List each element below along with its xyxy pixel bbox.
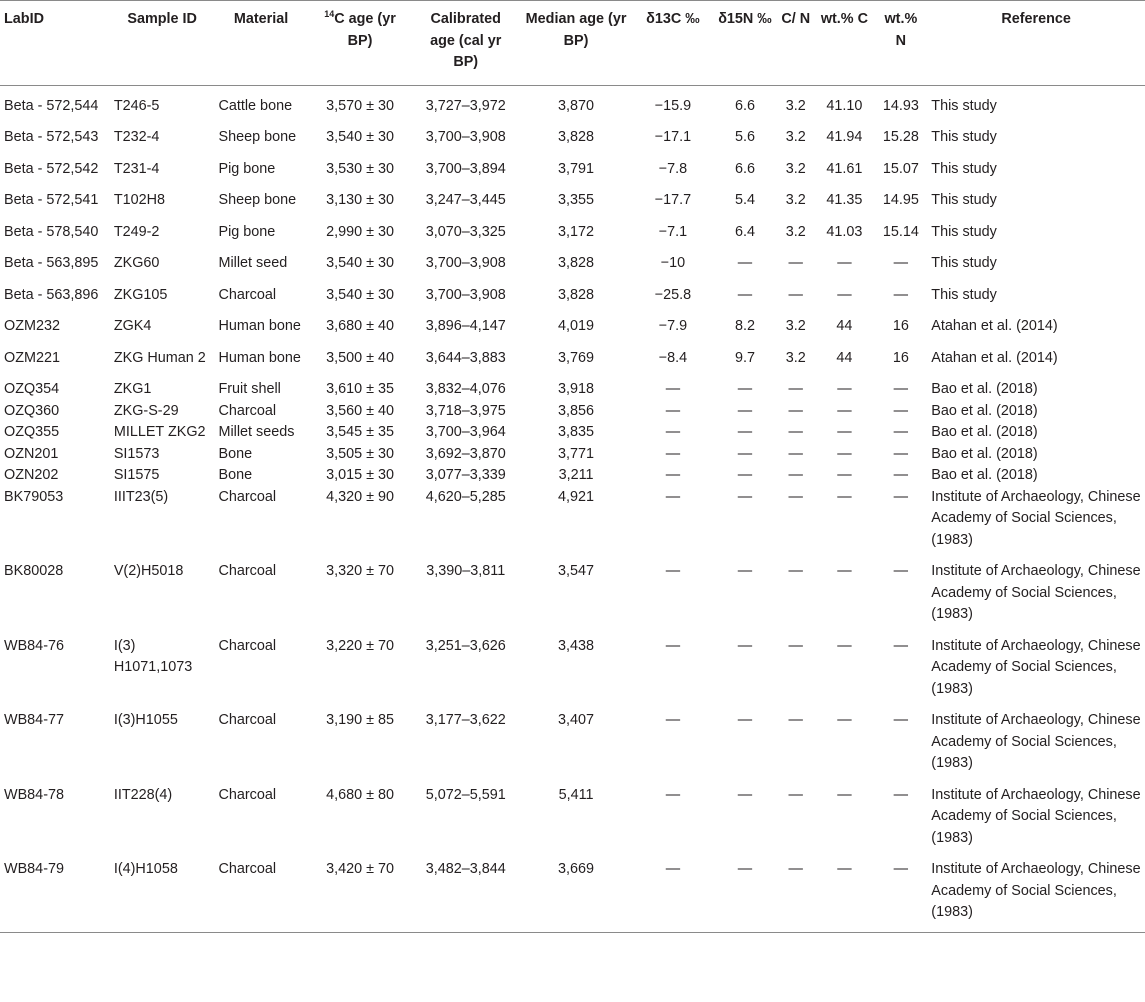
cell-material: Charcoal <box>218 563 277 579</box>
cell-sample-id: T231-4 <box>113 160 160 177</box>
cell-wt-n: — <box>893 488 909 505</box>
cell-c14-age: 3,540 ± 30 <box>326 129 394 145</box>
table-row <box>0 369 1145 401</box>
cell-median-age: 4,921 <box>558 488 595 505</box>
cell-labid: OZM221 <box>4 349 60 366</box>
header-row <box>0 1 1145 86</box>
cell-d15n: — <box>737 402 753 419</box>
cell-material: Pig bone <box>218 223 276 240</box>
cell-reference: This study <box>931 97 997 114</box>
cell-median-age: 3,211 <box>558 467 594 483</box>
cell-cn: 3.2 <box>785 349 806 366</box>
cell-c14-age: 3,540 ± 30 <box>326 286 394 303</box>
cell-c14-age: 4,680 ± 80 <box>326 786 394 803</box>
cell-wt-c: — <box>837 712 852 728</box>
cell-d15n: 6.6 <box>734 160 755 177</box>
cell-wt-c: — <box>814 849 874 932</box>
cell-wt-n: — <box>893 637 909 654</box>
cell-wt-n: 16 <box>892 349 909 366</box>
cell-median-age: 3,547 <box>558 563 595 579</box>
cell-labid: OZQ355 <box>4 424 60 440</box>
table-row <box>0 149 1145 181</box>
cell-calibrated-age: 3,718–3,975 <box>425 402 506 419</box>
cell-d15n: — <box>737 381 753 397</box>
cell-d13c: — <box>665 786 681 803</box>
cell-d15n: — <box>737 286 753 303</box>
cell-median-age: 3,669 <box>519 849 633 932</box>
cell-cn: — <box>788 563 803 579</box>
cell-wt-n: — <box>893 381 909 397</box>
table-row <box>0 626 1145 701</box>
cell-cn: — <box>788 286 803 303</box>
cell-d15n: — <box>737 424 753 440</box>
cell-calibrated-age: 3,832–4,076 <box>425 381 506 397</box>
cell-sample-id: I(4)H1058 <box>110 849 215 932</box>
cell-median-age: 3,407 <box>558 712 595 728</box>
table-row <box>0 180 1145 212</box>
cell-reference: Bao et al. (2018) <box>931 424 1038 440</box>
cell-median-age: 3,771 <box>558 445 595 462</box>
cell-wt-c: — <box>837 286 852 303</box>
cell-material: Sheep bone <box>218 129 297 145</box>
cell-sample-id: I(3)H1055 <box>113 712 178 728</box>
cell-calibrated-age: 3,482–3,844 <box>412 849 519 932</box>
col-header-d13c: δ13C ‰ <box>633 1 713 86</box>
cell-wt-c: 41.94 <box>826 129 863 145</box>
cell-wt-n: — <box>893 445 909 462</box>
cell-d15n: 5.4 <box>734 192 755 208</box>
cell-cn: 3.2 <box>785 318 806 334</box>
cell-sample-id: MILLET ZKG2 <box>113 424 206 440</box>
c14-age-label: C age (yr BP) <box>334 11 396 49</box>
cell-wt-n: — <box>893 712 909 728</box>
cell-wt-n: — <box>874 849 927 932</box>
cell-d15n: — <box>737 637 753 654</box>
cell-labid: WB84-76 <box>4 637 64 654</box>
table-row <box>0 338 1145 370</box>
table-row <box>0 775 1145 850</box>
cell-material: Charcoal <box>218 286 277 303</box>
cell-d13c: −17.1 <box>654 129 692 145</box>
cell-calibrated-age: 3,251–3,626 <box>425 637 506 654</box>
cell-material: Cattle bone <box>218 97 293 114</box>
cell-reference: Institute of Archaeology, Chinese Academy of Social Sciences, (1983) <box>931 712 1141 771</box>
cell-c14-age: 3,610 ± 35 <box>326 381 394 397</box>
col-header-reference: Reference <box>927 1 1145 86</box>
cell-median-age: 3,769 <box>558 349 595 366</box>
table-row <box>0 849 1145 932</box>
table-row <box>0 306 1145 338</box>
cell-c14-age: 2,990 ± 30 <box>326 223 394 240</box>
cell-calibrated-age: 3,390–3,811 <box>426 563 506 579</box>
cell-d13c: −10 <box>660 255 686 271</box>
cell-cn: — <box>788 445 803 462</box>
col-header-sample-id: Sample ID <box>110 1 215 86</box>
cell-d15n: 6.6 <box>734 97 755 114</box>
cell-d13c: −8.4 <box>658 349 688 366</box>
col-header-labid: LabID <box>0 1 110 86</box>
cell-wt-c: — <box>837 563 852 579</box>
cell-wt-c: 41.03 <box>826 223 863 240</box>
cell-labid: Beta - 572,543 <box>4 129 99 145</box>
cell-cn: 3.2 <box>785 97 806 114</box>
cell-median-age: 3,870 <box>558 97 595 114</box>
cell-wt-n: — <box>893 286 909 303</box>
col-header-wt-c: wt.% C <box>814 1 874 86</box>
cell-labid: Beta - 572,542 <box>4 160 99 177</box>
table-row <box>0 422 1145 444</box>
cell-calibrated-age: 4,620–5,285 <box>425 488 506 505</box>
cell-sample-id: ZKG-S-29 <box>113 402 179 419</box>
cell-d13c: — <box>665 467 681 483</box>
table-row <box>0 551 1145 626</box>
cell-labid: OZM232 <box>4 318 60 334</box>
cell-calibrated-age: 3,896–4,147 <box>425 318 506 334</box>
cell-wt-n: — <box>893 467 909 483</box>
table-row <box>0 212 1145 244</box>
cell-median-age: 3,835 <box>558 424 595 440</box>
cell-cn: — <box>788 381 803 397</box>
cell-d15n: 5.6 <box>734 129 755 145</box>
cell-reference: Bao et al. (2018) <box>931 402 1038 419</box>
cell-calibrated-age: 3,070–3,325 <box>425 223 506 240</box>
cell-labid: BK80028 <box>4 563 64 579</box>
cell-reference: This study <box>931 223 997 240</box>
cell-wt-c: — <box>837 786 852 803</box>
cell-cn: — <box>788 255 803 271</box>
cell-reference: This study <box>931 255 997 271</box>
cell-d13c: — <box>633 849 713 932</box>
cell-reference: Institute of Archaeology, Chinese Academy of Social Sciences, (1983) <box>927 849 1145 932</box>
cell-wt-n: 15.28 <box>882 129 919 145</box>
cell-reference: Institute of Archaeology, Chinese Academy of Social Sciences, (1983) <box>931 488 1141 548</box>
cell-wt-n: 15.14 <box>882 223 919 240</box>
cell-wt-c: 41.61 <box>826 160 863 177</box>
cell-labid: WB84-79 <box>0 849 110 932</box>
cell-d13c: — <box>665 637 681 654</box>
cell-reference: Institute of Archaeology, Chinese Academy of Social Sciences, (1983) <box>931 563 1141 622</box>
cell-labid: OZQ354 <box>4 381 60 397</box>
cell-calibrated-age: 3,077–3,339 <box>425 467 506 483</box>
cell-material: Bone <box>218 445 253 462</box>
table-row <box>0 444 1145 466</box>
cell-calibrated-age: 3,700–3,908 <box>425 255 506 271</box>
cell-c14-age: 3,420 ± 70 <box>308 849 413 932</box>
cell-reference: Atahan et al. (2014) <box>931 349 1058 366</box>
cell-calibrated-age: 3,247–3,445 <box>425 192 506 208</box>
cell-median-age: 3,828 <box>558 129 595 145</box>
table-row <box>0 243 1145 275</box>
cell-sample-id: T246-5 <box>113 97 160 114</box>
cell-material: Bone <box>218 467 253 483</box>
cell-sample-id: ZKG1 <box>113 381 152 397</box>
cell-sample-id: SI1573 <box>113 445 160 462</box>
cell-labid: WB84-78 <box>4 786 64 803</box>
cell-wt-c: — <box>837 424 852 440</box>
cell-sample-id: T102H8 <box>113 192 166 208</box>
cell-cn: 3.2 <box>785 223 806 240</box>
table-row <box>0 275 1145 307</box>
cell-reference: Bao et al. (2018) <box>931 467 1038 483</box>
cell-wt-n: — <box>893 255 909 271</box>
cell-d13c: — <box>665 712 681 728</box>
cell-sample-id: IIT228(4) <box>113 786 173 803</box>
cell-material: Fruit shell <box>218 381 281 397</box>
cell-wt-c: — <box>837 255 852 271</box>
cell-c14-age: 3,220 ± 70 <box>326 637 394 654</box>
cell-material: Human bone <box>218 349 301 366</box>
cell-material: Human bone <box>218 318 301 334</box>
cell-reference: Atahan et al. (2014) <box>931 318 1058 334</box>
cell-calibrated-age: 3,727–3,972 <box>425 97 506 114</box>
cell-wt-c: — <box>837 381 852 397</box>
cell-median-age: 3,172 <box>558 223 595 240</box>
cell-c14-age: 3,130 ± 30 <box>326 192 394 208</box>
cell-d13c: −7.1 <box>658 223 688 240</box>
cell-c14-age: 3,190 ± 85 <box>326 712 394 728</box>
cell-median-age: 3,856 <box>558 402 595 419</box>
cell-cn: — <box>788 402 803 419</box>
cell-labid: Beta - 563,896 <box>4 286 99 303</box>
cell-wt-c: 44 <box>836 318 853 334</box>
cell-reference: Institute of Archaeology, Chinese Academy of Social Sciences, (1983) <box>931 786 1141 846</box>
c14-superscript: 14 <box>324 9 335 19</box>
cell-material: Charcoal <box>218 786 277 803</box>
cell-median-age: 4,019 <box>558 318 595 334</box>
cell-median-age: 3,828 <box>558 255 595 271</box>
col-header-c14-age <box>308 1 413 86</box>
cell-d15n: 8.2 <box>734 318 755 334</box>
cell-calibrated-age: 3,700–3,964 <box>425 424 506 440</box>
cell-labid: OZN202 <box>4 467 59 483</box>
cell-d15n: 9.7 <box>734 349 755 366</box>
cell-c14-age: 3,015 ± 30 <box>326 467 394 483</box>
cell-d13c: −25.8 <box>654 286 692 303</box>
col-header-median-age: Median age (yr BP) <box>519 1 633 86</box>
cell-c14-age: 3,680 ± 40 <box>326 318 394 334</box>
cell-calibrated-age: 3,177–3,622 <box>425 712 506 728</box>
cell-calibrated-age: 3,644–3,883 <box>425 349 506 366</box>
cell-wt-n: — <box>893 402 909 419</box>
col-header-calibrated-age: Calibrated age (cal yr BP) <box>412 1 519 86</box>
cell-cn: — <box>788 712 803 728</box>
cell-sample-id: ZKG60 <box>113 255 160 271</box>
cell-labid: Beta - 578,540 <box>4 223 99 240</box>
cell-d13c: −15.9 <box>654 97 692 114</box>
cell-d15n: — <box>737 445 753 462</box>
cell-d15n: — <box>737 786 753 803</box>
cell-sample-id: ZKG105 <box>113 286 168 303</box>
cell-labid: OZQ360 <box>4 402 60 419</box>
cell-material: Charcoal <box>214 849 307 932</box>
cell-d13c: — <box>665 424 681 440</box>
cell-sample-id: I(3) H1071,1073 <box>113 637 193 675</box>
cell-labid: Beta - 572,541 <box>4 192 99 208</box>
cell-wt-n: — <box>893 786 909 803</box>
cell-d13c: — <box>665 445 681 462</box>
cell-labid: Beta - 572,544 <box>4 97 99 114</box>
cell-median-age: 3,355 <box>558 192 595 208</box>
cell-reference: This study <box>931 129 997 145</box>
cell-c14-age: 3,540 ± 30 <box>326 255 394 271</box>
cell-labid: BK79053 <box>4 488 64 505</box>
cell-wt-c: — <box>837 488 852 505</box>
table-row <box>0 465 1145 487</box>
cell-median-age: 3,791 <box>558 160 595 177</box>
cell-c14-age: 3,500 ± 40 <box>326 349 394 366</box>
cell-reference: This study <box>931 192 997 208</box>
cell-cn: — <box>788 424 803 440</box>
cell-reference: Bao et al. (2018) <box>931 445 1038 462</box>
cell-wt-c: — <box>837 445 852 462</box>
cell-wt-c: 44 <box>836 349 853 366</box>
cell-wt-c: — <box>837 402 852 419</box>
cell-d15n: 6.4 <box>734 223 755 240</box>
cell-wt-c: — <box>837 467 852 483</box>
cell-d15n: — <box>737 488 753 505</box>
cell-c14-age: 3,505 ± 30 <box>326 445 394 462</box>
col-header-cn: C/ N <box>777 1 814 86</box>
cell-c14-age: 4,320 ± 90 <box>326 488 394 505</box>
cell-c14-age: 3,560 ± 40 <box>326 402 394 419</box>
cell-d13c: — <box>665 381 681 397</box>
cell-sample-id: ZGK4 <box>113 318 152 334</box>
cell-cn: — <box>788 786 803 803</box>
cell-labid: WB84-77 <box>4 712 64 728</box>
cell-sample-id: IIIT23(5) <box>113 488 169 505</box>
cell-labid: OZN201 <box>4 445 59 462</box>
cell-d15n: — <box>737 255 753 271</box>
cell-calibrated-age: 3,700–3,908 <box>425 286 506 303</box>
table-row <box>0 700 1145 775</box>
cell-material: Millet seeds <box>218 424 295 440</box>
cell-calibrated-age: 3,700–3,894 <box>425 160 506 177</box>
cell-d13c: — <box>665 402 681 419</box>
cell-reference: This study <box>931 160 997 177</box>
cell-material: Pig bone <box>218 160 276 177</box>
cell-reference: Bao et al. (2018) <box>931 381 1038 397</box>
cell-median-age: 3,918 <box>558 381 595 397</box>
cell-d15n: — <box>713 849 777 932</box>
cell-cn: 3.2 <box>785 192 806 208</box>
table-body <box>0 85 1145 932</box>
cell-d15n: — <box>737 712 753 728</box>
cell-median-age: 3,828 <box>558 286 595 303</box>
cell-sample-id: SI1575 <box>113 467 160 483</box>
col-header-d15n: δ15N ‰ <box>713 1 777 86</box>
cell-d13c: −7.9 <box>658 318 688 334</box>
cell-wt-c: 41.35 <box>826 192 863 208</box>
cell-wt-n: 16 <box>892 318 909 334</box>
table-row <box>0 117 1145 149</box>
table-row <box>0 487 1145 552</box>
cell-c14-age: 3,320 ± 70 <box>326 563 394 579</box>
cell-material: Charcoal <box>218 402 277 419</box>
cell-d13c: −17.7 <box>654 192 692 208</box>
cell-sample-id: T232-4 <box>113 129 160 145</box>
col-header-wt-n: wt.% N <box>874 1 927 86</box>
cell-cn: — <box>788 488 803 505</box>
cell-wt-n: — <box>893 424 909 440</box>
cell-cn: — <box>777 849 814 932</box>
cell-reference: Institute of Archaeology, Chinese Academy of Social Sciences, (1983) <box>931 637 1141 697</box>
cell-cn: — <box>788 637 803 654</box>
cell-cn: — <box>788 467 803 483</box>
table-row <box>0 85 1145 117</box>
cell-labid: Beta - 563,895 <box>4 255 99 271</box>
cell-c14-age: 3,570 ± 30 <box>326 97 394 114</box>
cell-sample-id: T249-2 <box>113 223 160 240</box>
cell-calibrated-age: 5,072–5,591 <box>425 786 506 803</box>
cell-d13c: — <box>665 563 681 579</box>
cell-median-age: 5,411 <box>558 786 594 803</box>
cell-c14-age: 3,545 ± 35 <box>326 424 394 440</box>
cell-material: Charcoal <box>218 712 277 728</box>
cell-c14-age: 3,530 ± 30 <box>326 160 394 177</box>
cell-wt-c: 41.10 <box>826 97 863 114</box>
cell-material: Charcoal <box>218 637 277 654</box>
cell-d15n: — <box>737 563 753 579</box>
cell-material: Millet seed <box>218 255 288 271</box>
cell-wt-n: — <box>893 563 909 579</box>
cell-wt-c: — <box>837 637 852 654</box>
cell-calibrated-age: 3,692–3,870 <box>425 445 506 462</box>
cell-cn: 3.2 <box>785 160 806 177</box>
cell-d13c: — <box>665 488 681 505</box>
cell-sample-id: V(2)H5018 <box>113 563 184 579</box>
cell-wt-n: 14.95 <box>882 192 919 208</box>
cell-d15n: — <box>737 467 753 483</box>
cell-median-age: 3,438 <box>558 637 595 654</box>
cell-material: Charcoal <box>218 488 277 505</box>
col-header-material: Material <box>214 1 307 86</box>
cell-material: Sheep bone <box>218 192 297 208</box>
cell-reference: This study <box>931 286 997 303</box>
cell-calibrated-age: 3,700–3,908 <box>425 129 506 145</box>
cell-sample-id: ZKG Human 2 <box>113 349 206 366</box>
cell-wt-n: 15.07 <box>882 160 919 177</box>
table-row <box>0 401 1145 423</box>
cell-wt-n: 14.93 <box>882 97 919 114</box>
cell-cn: 3.2 <box>785 129 806 145</box>
cell-d13c: −7.8 <box>658 160 688 177</box>
